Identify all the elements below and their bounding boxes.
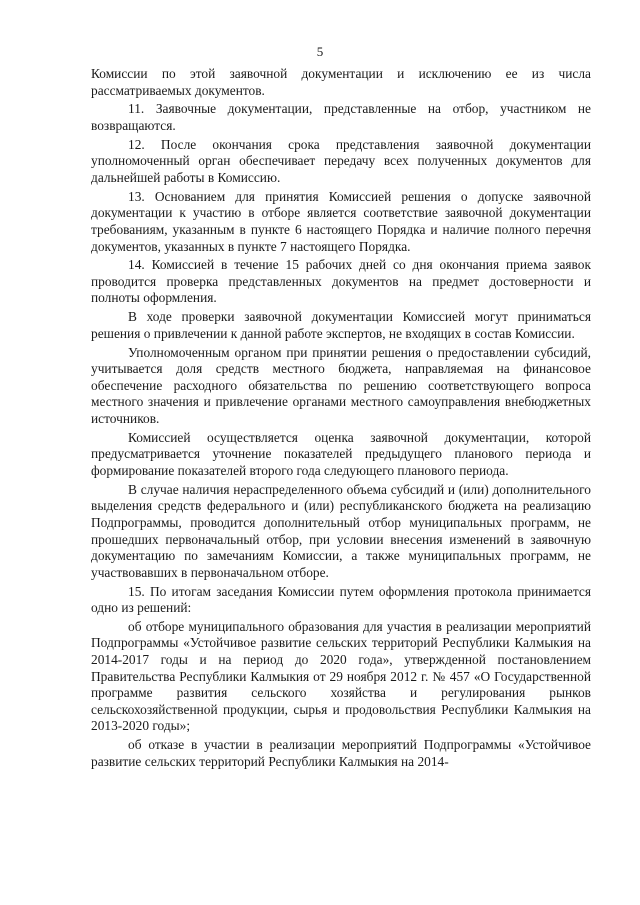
paragraph: 11. Заявочные документации, представленные на отбор, участником не возвращаются. <box>91 101 591 133</box>
paragraph: 13. Основанием для принятия Комиссией решения о допуске заявочной документации к участию в отборе является соответствие заявочной документации требованиям, указанным в пункте 6 настоящего Порядка и наличие полного перечня документов, указанных в пункте 7 настоящего Порядка. <box>91 188 591 254</box>
paragraph: Комиссии по этой заявочной документации и исключению ее из числа рассматриваемых документов. <box>91 66 591 98</box>
paragraph: об отказе в участии в реализации мероприятий Подпрограммы «Устойчивое развитие сельских территорий Республики Калмыкия на 2014- <box>91 737 591 769</box>
page-number: 5 <box>316 44 324 59</box>
paragraph: 15. По итогам заседания Комиссии путем оформления протокола принимается одно из решений: <box>91 583 591 616</box>
paragraph: 14. Комиссией в течение 15 рабочих дней со дня окончания приема заявок проводится проверка представленных документов на предмет достоверности и полноты оформления. <box>91 257 591 306</box>
document-body <box>91 66 591 770</box>
paragraph: Комиссией осуществляется оценка заявочной документации, которой предусматривается уточнение показателей предыдущего планового периода и формирование показателей второго года следующего планового периода. <box>91 429 591 478</box>
paragraph: 12. После окончания срока представления заявочной документации уполномоченный орган обеспечивает передачу всех полученных документов для дальнейшей работы в Комиссию. <box>91 136 591 185</box>
paragraph: В случае наличия нераспределенного объема субсидий и (или) дополнительного выделения средств федерального и (или) республиканского бюджета на реализацию Подпрограммы, проводится дополнительный отбор муниципальных программ, не прошедших первоначальный отбор, при условии внесения изменений в заявочную документацию по замечаниям Комиссии, а также муниципальных программ, не участвовавших в первоначальном отборе. <box>91 481 591 580</box>
paragraph: об отборе муниципального образования для участия в реализации мероприятий Подпрограммы «Устойчивое развитие сельских территорий Республики Калмыкия на 2014-2017 годы и на период до 2020 года», утвержденной постановлением Правительства Республики Калмыкия от 29 ноября 2012 г. № 457 «О Государственной программе развития сельского хозяйства и регулирования рынков сельскохозяйственной продукции, сырья и продовольствия Республики Калмыкия на 2013-2020 годы»; <box>91 618 591 734</box>
paragraph: Уполномоченным органом при принятии решения о предоставлении субсидий, учитывается доля средств местного бюджета, направляемая на финансовое обеспечение расходного обязательства по решению соответствующего вопроса местного значения и привлечение органами местного самоуправления внебюджетных источников. <box>91 344 591 426</box>
paragraph: В ходе проверки заявочной документации Комиссией могут приниматься решения о привлечении к данной работе экспертов, не входящих в состав Комиссии. <box>91 309 591 341</box>
